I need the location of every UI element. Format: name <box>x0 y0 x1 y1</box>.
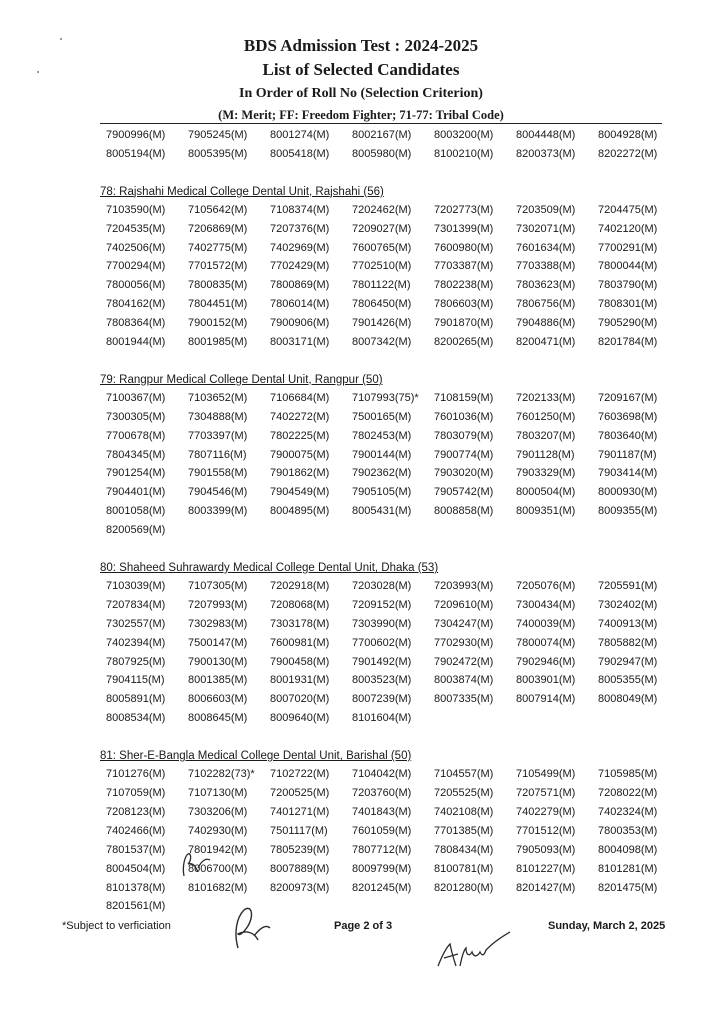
roll-number: 7200525(M) <box>270 787 330 800</box>
roll-number: 8200373(M) <box>516 147 576 160</box>
roll-number: 7107993(75)* <box>352 391 419 404</box>
header-divider <box>100 123 662 124</box>
roll-number: 8004098(M) <box>598 843 658 856</box>
roll-number: 7208068(M) <box>270 598 330 611</box>
roll-number: 7301399(M) <box>434 222 494 235</box>
roll-number: 7702429(M) <box>270 260 330 273</box>
roll-number: 8005395(M) <box>188 147 248 160</box>
college-section <box>100 126 680 164</box>
roll-number: 7806014(M) <box>270 298 330 311</box>
roll-number: 8002167(M) <box>352 129 412 141</box>
roll-number: 7203028(M) <box>352 580 412 593</box>
roll-number: 7806756(M) <box>516 298 576 311</box>
roll-number: 7801122(M) <box>352 279 411 292</box>
document-subtitle: List of Selected Candidates <box>262 60 460 79</box>
roll-number: 7801942(M) <box>188 843 248 856</box>
roll-number: 7904549(M) <box>270 486 330 499</box>
roll-number: 8001385(M) <box>188 674 248 687</box>
roll-number: 8001058(M) <box>106 505 166 518</box>
roll-number: 7905742(M) <box>434 486 494 499</box>
roll-number: 8201245(M) <box>352 881 412 894</box>
roll-number: 7202773(M) <box>434 203 494 216</box>
roll-number: 7600765(M) <box>352 241 412 254</box>
roll-number: 7500147(M) <box>188 636 248 649</box>
roll-number: 7900130(M) <box>188 655 248 668</box>
roll-number: 8001985(M) <box>188 336 248 349</box>
roll-number: 7103590(M) <box>106 203 166 216</box>
roll-number: 8005891(M) <box>106 693 166 706</box>
roll-number: 7900144(M) <box>352 448 412 461</box>
roll-number: 7804451(M) <box>188 298 248 311</box>
roll-number: 8200265(M) <box>434 336 494 349</box>
roll-number: 8101604(M) <box>352 712 412 725</box>
roll-number: 7103652(M) <box>188 391 248 404</box>
roll-number: 7901870(M) <box>434 317 494 330</box>
roll-number: 7802453(M) <box>352 429 412 442</box>
roll-number: 7807116(M) <box>188 448 247 461</box>
roll-number: 7904401(M) <box>106 486 166 499</box>
roll-number: 7102282(73)* <box>188 768 255 781</box>
roll-number: 7500165(M) <box>352 410 412 423</box>
roll-number: 7207571(M) <box>516 787 576 800</box>
roll-number: 8007342(M) <box>352 336 412 349</box>
roll-number: 7806603(M) <box>434 298 494 311</box>
roll-number: 7901254(M) <box>106 467 166 480</box>
roll-number: 7402394(M) <box>106 636 166 649</box>
roll-number: 7903329(M) <box>516 467 576 480</box>
roll-number: 8004895(M) <box>270 505 330 518</box>
roll-number: 8007239(M) <box>352 693 412 706</box>
roll-number: 7102722(M) <box>270 768 330 781</box>
roll-number: 7302557(M) <box>106 617 166 630</box>
roll-number: 7204535(M) <box>106 222 166 235</box>
roll-number: 7402324(M) <box>598 805 658 818</box>
roll-number: 7901187(M) <box>598 448 657 461</box>
roll-number: 8007914(M) <box>516 693 576 706</box>
roll-number: 7107130(M) <box>188 787 248 800</box>
signature <box>432 926 516 972</box>
roll-number: 7900906(M) <box>270 317 330 330</box>
roll-number: 7206869(M) <box>188 222 248 235</box>
roll-number: 8000930(M) <box>598 486 658 499</box>
roll-grid <box>100 765 680 916</box>
roll-number: 8202272(M) <box>598 147 658 160</box>
roll-grid <box>100 577 680 728</box>
roll-number: 7802225(M) <box>270 429 330 442</box>
roll-number: 7101276(M) <box>106 768 166 781</box>
roll-number: 7901862(M) <box>270 467 330 480</box>
roll-number: 7105499(M) <box>516 768 576 781</box>
roll-number: 7802238(M) <box>434 279 494 292</box>
roll-number: 7105985(M) <box>598 768 658 781</box>
roll-number: 8007020(M) <box>270 693 330 706</box>
roll-number: 7701512(M) <box>516 824 576 837</box>
roll-number: 7800353(M) <box>598 824 658 837</box>
roll-number: 7104042(M) <box>352 768 412 781</box>
roll-number: 7805239(M) <box>270 843 330 856</box>
roll-number: 7905245(M) <box>188 129 248 141</box>
roll-number: 7900774(M) <box>434 448 494 461</box>
roll-number: 7806450(M) <box>352 298 412 311</box>
roll-number: 7106684(M) <box>270 391 330 404</box>
roll-number: 7900458(M) <box>270 655 330 668</box>
roll-number: 8009799(M) <box>352 862 412 875</box>
roll-number: 7209610(M) <box>434 598 494 611</box>
roll-number: 7203509(M) <box>516 203 576 216</box>
roll-number: 7204475(M) <box>598 203 658 216</box>
roll-number: 7900075(M) <box>270 448 330 461</box>
roll-number: 7904115(M) <box>106 674 165 687</box>
roll-number: 7402120(M) <box>598 222 658 235</box>
roll-number: 8005355(M) <box>598 674 658 687</box>
roll-grid <box>100 389 680 540</box>
roll-number: 8008534(M) <box>106 712 166 725</box>
roll-number: 7901426(M) <box>352 317 412 330</box>
roll-number: 8004504(M) <box>106 862 166 875</box>
roll-number: 7905105(M) <box>352 486 412 499</box>
roll-number: 7804345(M) <box>106 448 166 461</box>
roll-number: 7107305(M) <box>188 580 248 593</box>
roll-number: 8004448(M) <box>516 129 576 141</box>
order-criterion: In Order of Roll No (Selection Criterion) <box>239 86 483 101</box>
code-legend: (M: Merit; FF: Freedom Fighter; 71-77: Tribal Code) <box>218 108 504 122</box>
college-heading: 80: Shaheed Suhrawardy Medical College Dental Unit, Dhaka (53) <box>100 562 439 575</box>
roll-number: 8007889(M) <box>270 862 330 875</box>
roll-number: 8100781(M) <box>434 862 494 875</box>
roll-number: 7303990(M) <box>352 617 412 630</box>
roll-number: 7800074(M) <box>516 636 576 649</box>
roll-number: 7304888(M) <box>188 410 248 423</box>
roll-number: 8009640(M) <box>270 712 330 725</box>
roll-number: 8006603(M) <box>188 693 248 706</box>
roll-number: 8005418(M) <box>270 147 330 160</box>
roll-number: 7808364(M) <box>106 317 166 330</box>
roll-number: 7808434(M) <box>434 843 494 856</box>
roll-number: 8008049(M) <box>598 693 658 706</box>
roll-number: 8003171(M) <box>270 336 330 349</box>
roll-number: 7803790(M) <box>598 279 658 292</box>
roll-number: 7905290(M) <box>598 317 658 330</box>
college-section <box>100 745 680 916</box>
roll-number: 7401843(M) <box>352 805 412 818</box>
roll-number: 7302983(M) <box>188 617 248 630</box>
roll-number: 7209152(M) <box>352 598 412 611</box>
roll-number: 7903414(M) <box>598 467 658 480</box>
roll-number: 8003200(M) <box>434 129 494 141</box>
college-heading: 81: Sher-E-Bangla Medical College Dental Unit, Barishal (50) <box>100 750 412 763</box>
roll-number: 7203993(M) <box>434 580 494 593</box>
college-heading: 78: Rajshahi Medical College Dental Unit, Rajshahi (56) <box>100 185 384 198</box>
roll-number: 8008858(M) <box>434 505 494 518</box>
roll-number: 8101281(M) <box>598 862 658 875</box>
roll-number: 7808301(M) <box>598 298 658 311</box>
roll-number: 7300305(M) <box>106 410 166 423</box>
roll-number: 7701385(M) <box>434 824 494 837</box>
roll-number: 8003523(M) <box>352 674 412 687</box>
roll-number: 8003901(M) <box>516 674 576 687</box>
roll-number: 8201561(M) <box>106 900 166 913</box>
roll-number: 8200973(M) <box>270 881 330 894</box>
roll-number: 8004928(M) <box>598 129 658 141</box>
roll-number: 7209167(M) <box>598 391 658 404</box>
roll-number: 8201280(M) <box>434 881 494 894</box>
roll-number: 7804162(M) <box>106 298 166 311</box>
roll-number: 7402466(M) <box>106 824 166 837</box>
college-section <box>100 557 680 728</box>
roll-number: 7803640(M) <box>598 429 658 442</box>
roll-number: 7600980(M) <box>434 241 494 254</box>
roll-number: 7803623(M) <box>516 279 576 292</box>
roll-number: 7300434(M) <box>516 598 576 611</box>
roll-number: 7902946(M) <box>516 655 576 668</box>
roll-number: 7703397(M) <box>188 429 248 442</box>
print-date: Sunday, March 2, 2025 <box>548 920 666 932</box>
roll-number: 7302402(M) <box>598 598 658 611</box>
roll-number: 7601634(M) <box>516 241 576 254</box>
roll-number: 7402930(M) <box>188 824 248 837</box>
roll-number: 7400039(M) <box>516 617 576 630</box>
roll-number: 7207834(M) <box>106 598 166 611</box>
college-section <box>100 369 680 540</box>
roll-number: 7904886(M) <box>516 317 576 330</box>
roll-number: 7902472(M) <box>434 655 494 668</box>
verification-note: *Subject to verficiation <box>62 920 171 932</box>
roll-number: 8100210(M) <box>434 147 494 160</box>
roll-number: 7805882(M) <box>598 636 658 649</box>
roll-number: 7104557(M) <box>434 768 494 781</box>
roll-number: 7208123(M) <box>106 805 166 818</box>
roll-number: 8003399(M) <box>188 505 248 518</box>
roll-number: 7400913(M) <box>598 617 658 630</box>
roll-number: 7105642(M) <box>188 203 248 216</box>
roll-number: 7701572(M) <box>188 260 248 273</box>
roll-number: 7800835(M) <box>188 279 248 292</box>
roll-number: 7402272(M) <box>270 410 330 423</box>
roll-number: 8001274(M) <box>270 129 330 141</box>
roll-number: 8101682(M) <box>188 881 248 894</box>
roll-number: 8200569(M) <box>106 524 166 537</box>
college-section <box>100 181 680 352</box>
roll-grid <box>100 126 680 164</box>
roll-number: 8200471(M) <box>516 336 576 349</box>
roll-number: 7905093(M) <box>516 843 576 856</box>
roll-number: 7901492(M) <box>352 655 412 668</box>
roll-number: 7902947(M) <box>598 655 658 668</box>
roll-number: 7902362(M) <box>352 467 412 480</box>
roll-number: 8003874(M) <box>434 674 494 687</box>
roll-number: 7202918(M) <box>270 580 330 593</box>
roll-number: 7401271(M) <box>270 805 330 818</box>
roll-number: 7100367(M) <box>106 391 166 404</box>
college-heading: 79: Rangpur Medical College Dental Unit, Rangpur (50) <box>100 373 383 386</box>
roll-number: 7501117(M) <box>270 824 328 837</box>
roll-number: 7904546(M) <box>188 486 248 499</box>
roll-number: 7208022(M) <box>598 787 658 800</box>
roll-number: 7302071(M) <box>516 222 576 235</box>
roll-number: 7205591(M) <box>598 580 658 593</box>
roll-number: 7402506(M) <box>106 241 166 254</box>
roll-number: 7903020(M) <box>434 467 494 480</box>
roll-number: 7202462(M) <box>352 203 412 216</box>
roll-number: 7600981(M) <box>270 636 330 649</box>
roll-number: 7402775(M) <box>188 241 248 254</box>
roll-number: 8009351(M) <box>516 505 576 518</box>
roll-number: 7103039(M) <box>106 580 166 593</box>
roll-number: 7901128(M) <box>516 448 575 461</box>
roll-number: 7901558(M) <box>188 467 248 480</box>
roll-number: 7402108(M) <box>434 805 494 818</box>
roll-number: 8000504(M) <box>516 486 576 499</box>
roll-number: 7304247(M) <box>434 617 494 630</box>
roll-number: 8008645(M) <box>188 712 248 725</box>
roll-number: 8201427(M) <box>516 881 576 894</box>
roll-number: 7807925(M) <box>106 655 166 668</box>
roll-number: 8006700(M) <box>188 862 248 875</box>
roll-number: 8201475(M) <box>598 881 658 894</box>
roll-number: 7700602(M) <box>352 636 412 649</box>
roll-number: 8101227(M) <box>516 862 576 875</box>
roll-number: 7303178(M) <box>270 617 330 630</box>
roll-number: 7108374(M) <box>270 203 330 216</box>
candidate-sections <box>100 126 680 933</box>
roll-number: 7702930(M) <box>434 636 494 649</box>
roll-number: 7202133(M) <box>516 391 576 404</box>
roll-number: 7801537(M) <box>106 843 166 856</box>
roll-number: 7601059(M) <box>352 824 412 837</box>
roll-number: 7603698(M) <box>598 410 658 423</box>
roll-number: 7303206(M) <box>188 805 248 818</box>
roll-number: 7402969(M) <box>270 241 330 254</box>
roll-number: 7800869(M) <box>270 279 330 292</box>
roll-number: 7205076(M) <box>516 580 576 593</box>
roll-number: 7207993(M) <box>188 598 248 611</box>
roll-number: 7700678(M) <box>106 429 166 442</box>
roll-number: 7703388(M) <box>516 260 576 273</box>
roll-number: 7601250(M) <box>516 410 576 423</box>
roll-grid <box>100 201 680 352</box>
roll-number: 7601036(M) <box>434 410 494 423</box>
roll-number: 8005980(M) <box>352 147 412 160</box>
roll-number: 7803079(M) <box>434 429 494 442</box>
roll-number: 7803207(M) <box>516 429 576 442</box>
roll-number: 8201784(M) <box>598 336 658 349</box>
roll-number: 7900152(M) <box>188 317 248 330</box>
roll-number: 8005194(M) <box>106 147 166 160</box>
page-number: Page 2 of 3 <box>334 920 393 932</box>
roll-number: 7203760(M) <box>352 787 412 800</box>
roll-number: 7900996(M) <box>106 129 166 141</box>
roll-number: 8009355(M) <box>598 505 658 518</box>
roll-number: 7209027(M) <box>352 222 412 235</box>
roll-number: 7800056(M) <box>106 279 166 292</box>
roll-number: 7800044(M) <box>598 260 658 273</box>
roll-number: 7702510(M) <box>352 260 412 273</box>
handwritten-initials <box>176 846 216 880</box>
roll-number: 7205525(M) <box>434 787 494 800</box>
roll-number: 7700291(M) <box>598 241 658 254</box>
roll-number: 8001931(M) <box>270 674 330 687</box>
signature <box>224 900 274 954</box>
roll-number: 8101378(M) <box>106 881 166 894</box>
roll-number: 8001944(M) <box>106 336 166 349</box>
roll-number: 8007335(M) <box>434 693 494 706</box>
roll-number: 7402279(M) <box>516 805 576 818</box>
roll-number: 8005431(M) <box>352 505 412 518</box>
document-title: BDS Admission Test : 2024-2025 <box>243 36 479 55</box>
roll-number: 7107059(M) <box>106 787 166 800</box>
roll-number: 7207376(M) <box>270 222 330 235</box>
roll-number: 7703387(M) <box>434 260 494 273</box>
roll-number: 7807712(M) <box>352 843 412 856</box>
roll-number: 7700294(M) <box>106 260 166 273</box>
roll-number: 7108159(M) <box>434 391 494 404</box>
